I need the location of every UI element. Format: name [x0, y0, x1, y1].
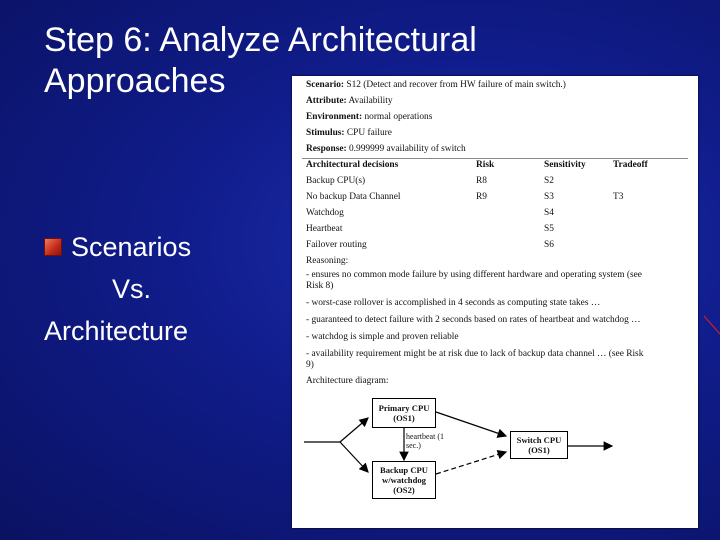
sensitivity-cell: S3 [544, 192, 554, 202]
title-line-2: Approaches [44, 61, 226, 100]
arrow-to-primary [340, 418, 368, 442]
title-line-1: Step 6: Analyze Architectural [44, 21, 477, 59]
attribute-row: Attribute: Availability [306, 96, 393, 106]
analysis-document [292, 76, 698, 528]
reasoning-line: - ensures no common mode failure by using different hardware and operating system (see [306, 270, 642, 280]
arrow-to-backup [340, 442, 368, 472]
decision-cell: Failover routing [306, 240, 367, 250]
bullet-scenarios: Scenarios [71, 232, 192, 262]
diagram-label: Architecture diagram: [306, 376, 389, 386]
response-row: Response: 0.999999 availability of switch [306, 144, 466, 154]
backup-to-switch [436, 452, 506, 474]
scenario-row: Scenario: S12 (Detect and recover from HW failure of main switch.) [306, 80, 566, 90]
environment-row: Environment: normal operations [306, 112, 433, 122]
primary-cpu-box: Primary CPU (OS1) [372, 398, 436, 428]
stimulus-row: Stimulus: CPU failure [306, 128, 392, 138]
risk-cell: R8 [476, 176, 487, 186]
switch-cpu-box: Switch CPU (OS1) [510, 431, 568, 459]
sensitivity-cell: S4 [544, 208, 554, 218]
architecture-diagram [292, 76, 698, 528]
decision-cell: Heartbeat [306, 224, 343, 234]
decision-cell: Backup CPU(s) [306, 176, 366, 186]
header-sensitivity: Sensitivity [544, 160, 586, 170]
header-tradeoff: Tradeoff [613, 160, 648, 170]
primary-to-switch [436, 412, 506, 436]
bullet-list [44, 226, 191, 352]
sensitivity-cell: S2 [544, 176, 554, 186]
bullet-sub-vs: Vs. [112, 274, 152, 305]
decision-cell: Watchdog [306, 208, 344, 218]
reasoning-line: 9) [306, 360, 314, 370]
sensitivity-cell: S5 [544, 224, 554, 234]
backup-cpu-box: Backup CPU w/watchdog (OS2) [372, 461, 436, 499]
reasoning-label: Reasoning: [306, 256, 349, 266]
decision-cell: No backup Data Channel [306, 192, 401, 202]
reasoning-line: - availability requirement might be at risk due to lack of backup data channel … (see Risk [306, 349, 644, 359]
bullet-sub-architecture: Architecture [44, 316, 189, 347]
reasoning-line: - worst-case rollover is accomplished in 4 seconds as computing state takes … [306, 298, 601, 308]
reasoning-line: Risk 8) [306, 281, 334, 291]
heartbeat-label: heartbeat (1 sec.) [406, 432, 444, 450]
header-risk: Risk [476, 160, 495, 170]
reasoning-line: - watchdog is simple and proven reliable [306, 332, 459, 342]
reasoning-line: - guaranteed to detect failure with 2 seconds based on rates of heartbeat and watchdog … [306, 315, 641, 325]
bullet-square-icon [44, 238, 62, 256]
decorative-line-icon [700, 300, 720, 340]
header-decisions: Architectural decisions [306, 160, 399, 170]
risk-cell: R9 [476, 192, 487, 202]
tradeoff-cell: T3 [613, 192, 624, 202]
bullet-item [44, 226, 191, 268]
sensitivity-cell: S6 [544, 240, 554, 250]
